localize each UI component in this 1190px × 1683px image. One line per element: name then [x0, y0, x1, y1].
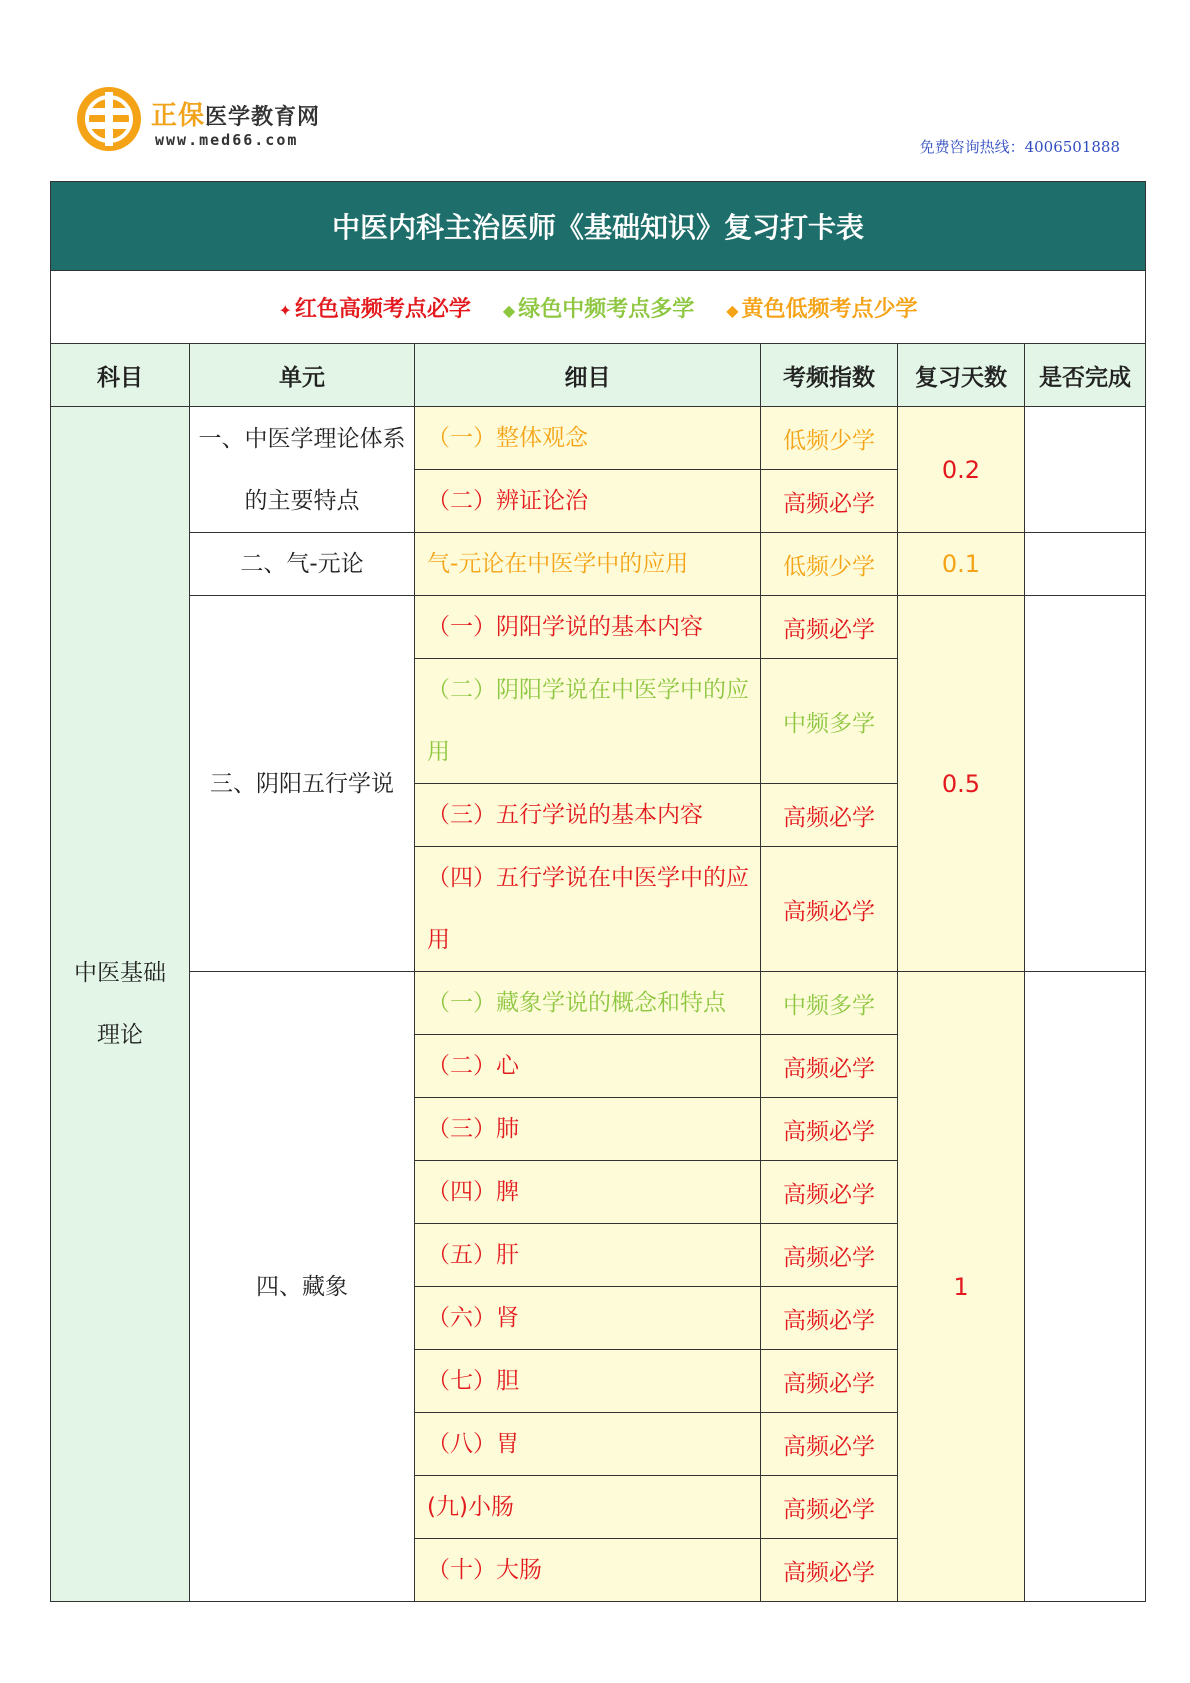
- frequency-cell: 高频必学: [761, 1539, 898, 1602]
- review-days-cell: 0.1: [898, 533, 1025, 596]
- item-cell: （十）大肠: [415, 1539, 761, 1602]
- column-header: 复习天数: [898, 344, 1025, 407]
- frequency-cell: 高频必学: [761, 1161, 898, 1224]
- column-header: 是否完成: [1025, 344, 1146, 407]
- item-cell: （七）胆: [415, 1350, 761, 1413]
- item-cell: （四）五行学说在中医学中的应用: [415, 847, 761, 972]
- checklist-table: [50, 181, 1146, 1602]
- unit-cell: 一、中医学理论体系的主要特点: [190, 407, 415, 533]
- frequency-cell: 低频少学: [761, 407, 898, 470]
- unit-cell: 二、气-元论: [190, 533, 415, 596]
- column-header: 科目: [51, 344, 190, 407]
- frequency-cell: 高频必学: [761, 1413, 898, 1476]
- frequency-cell: 高频必学: [761, 847, 898, 972]
- frequency-cell: 高频必学: [761, 470, 898, 533]
- legend-label: 黄色低频考点少学: [741, 296, 918, 322]
- logo-icon: [76, 86, 142, 152]
- frequency-cell: 高频必学: [761, 1287, 898, 1350]
- legend-item: [278, 297, 470, 322]
- legend: [51, 271, 1146, 344]
- frequency-cell: 高频必学: [761, 1476, 898, 1539]
- frequency-cell: 低频少学: [761, 533, 898, 596]
- legend-label: 红色高频考点必学: [294, 296, 471, 322]
- item-cell: （四）脾: [415, 1161, 761, 1224]
- logo-text: [151, 95, 320, 132]
- brand-suffix: 医学教育网: [205, 105, 321, 130]
- column-header: 细目: [415, 344, 761, 407]
- item-cell: （二）心: [415, 1035, 761, 1098]
- item-cell: （三）肺: [415, 1098, 761, 1161]
- brand-name: 正保: [151, 101, 206, 131]
- item-cell: （一）藏象学说的概念和特点: [415, 972, 761, 1035]
- review-days-cell: 0.5: [898, 596, 1025, 972]
- unit-cell: 四、藏象: [190, 972, 415, 1602]
- item-cell: （二）辨证论治: [415, 470, 761, 533]
- frequency-cell: 中频多学: [761, 972, 898, 1035]
- frequency-cell: 高频必学: [761, 596, 898, 659]
- subject-cell: 中医基础理论: [51, 407, 190, 1602]
- logo-url[interactable]: www.med66.com: [155, 131, 299, 149]
- legend-item: [503, 297, 694, 322]
- unit-cell: 三、阴阳五行学说: [190, 596, 415, 972]
- frequency-cell: 中频多学: [761, 659, 898, 784]
- item-cell: (九)小肠: [415, 1476, 761, 1539]
- table-row: [51, 596, 1146, 659]
- table-title: 中医内科主治医师《基础知识》复习打卡表: [51, 182, 1146, 271]
- review-days-cell: 0.2: [898, 407, 1025, 533]
- item-cell: （八）胃: [415, 1413, 761, 1476]
- item-cell: （一）整体观念: [415, 407, 761, 470]
- item-cell: （五）肝: [415, 1224, 761, 1287]
- item-cell: （六）肾: [415, 1287, 761, 1350]
- frequency-cell: 高频必学: [761, 1098, 898, 1161]
- frequency-cell: 高频必学: [761, 784, 898, 847]
- hotline-text: 免费咨询热线：4006501888: [919, 138, 1120, 156]
- review-days-cell: 1: [898, 972, 1025, 1602]
- completion-cell[interactable]: [1025, 533, 1146, 596]
- item-cell: （三）五行学说的基本内容: [415, 784, 761, 847]
- completion-cell[interactable]: [1025, 596, 1146, 972]
- diamond-icon: ◆: [502, 300, 516, 320]
- page-header: [0, 0, 1190, 180]
- diamond-icon: ◆: [726, 300, 739, 320]
- item-cell: （一）阴阳学说的基本内容: [415, 596, 761, 659]
- legend-item: [726, 297, 917, 322]
- table-row: [51, 533, 1146, 596]
- star-icon: ✦: [278, 300, 292, 320]
- completion-cell[interactable]: [1025, 407, 1146, 533]
- item-cell: （二）阴阳学说在中医学中的应用: [415, 659, 761, 784]
- completion-cell[interactable]: [1025, 972, 1146, 1602]
- column-header: 考频指数: [761, 344, 898, 407]
- table-row: [51, 972, 1146, 1035]
- table-row: [51, 407, 1146, 470]
- frequency-cell: 高频必学: [761, 1350, 898, 1413]
- legend-label: 绿色中频考点多学: [518, 296, 695, 322]
- frequency-cell: 高频必学: [761, 1035, 898, 1098]
- column-header: 单元: [190, 344, 415, 407]
- frequency-cell: 高频必学: [761, 1224, 898, 1287]
- item-cell: 气-元论在中医学中的应用: [415, 533, 761, 596]
